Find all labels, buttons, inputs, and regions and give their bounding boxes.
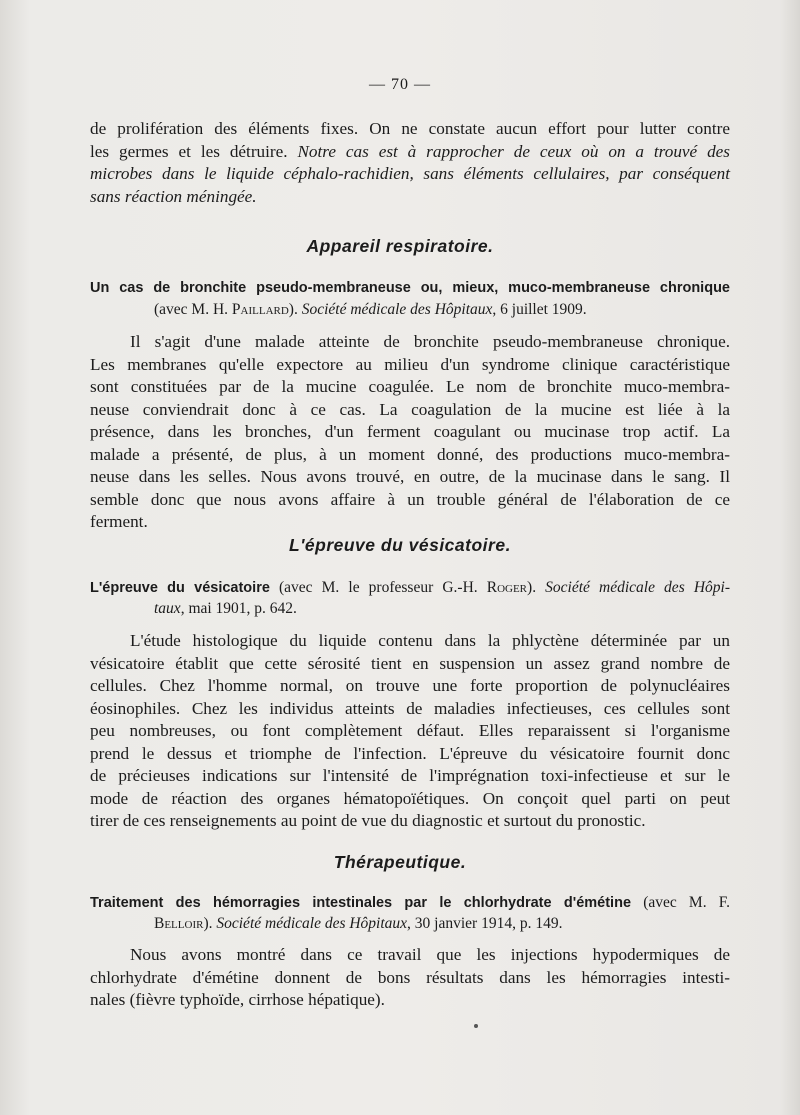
body-line: sont constituées par de la mucine coagulée. Le nom de bronchite muco-membra- [90, 377, 730, 396]
body-line: de précieuses indications sur l'intensité de l'imprégnation toxi-infectieuse et sur le [90, 766, 730, 785]
reference-text: ). [203, 915, 217, 932]
reference-author: Paillard [231, 301, 289, 318]
body-line: ferment. [90, 512, 148, 531]
intro-line-3: microbes dans le liquide céphalo-rachidien, sans éléments cellulaires, par conséquent [90, 164, 730, 183]
reference-line-1 [90, 577, 730, 598]
intro-line-1: de prolifération des éléments fixes. On ne constate aucun effort pour lutter contre [90, 119, 730, 138]
body-paragraph-respiratory [90, 331, 730, 534]
section-heading-vesicatoire: L'épreuve du vésicatoire. [289, 535, 511, 555]
reference-date: , 30 janvier 1914, p. 149. [407, 915, 563, 932]
body-paragraph-therapeutique [90, 944, 730, 1012]
body-line: semble donc que nous avons affaire à un trouble général de l'élaboration de ce [90, 489, 730, 509]
section-heading-respiratory: Appareil respiratoire. [306, 236, 494, 256]
ink-speck [474, 1024, 478, 1028]
intro-line-2-plain: les germes et les détruire. [90, 141, 298, 161]
reference-source: Société médicale des Hôpitaux [301, 301, 493, 318]
reference-text: ). [288, 301, 302, 318]
reference-line-2 [90, 598, 730, 619]
body-line: présence, dans les bronches, d'un ferment coagulant ou mucinase trop actif. La [90, 422, 730, 441]
body-line: L'étude histologique du liquide contenu dans la phlyctène déterminée par un [130, 631, 730, 650]
body-line: vésicatoire établit que cette sérosité tient en suspension un assez grand nombre de [90, 653, 730, 673]
reference-line-1 [90, 892, 730, 913]
reference-text: ). [527, 579, 546, 596]
reference-date: , mai 1901, p. 642. [180, 600, 297, 617]
body-line: neuse conviendrait donc à ce cas. La coagulation de la mucine est liée à la [90, 399, 730, 419]
body-line: Il s'agit d'une malade atteinte de bronchite pseudo-membraneuse chronique. [130, 332, 730, 351]
reference-source: Société médicale des Hôpi- [545, 579, 730, 596]
reference-date: , 6 juillet 1909. [492, 301, 587, 318]
reference-respiratory [90, 278, 730, 320]
page-number: — 70 — [369, 76, 431, 93]
reference-author: Roger [486, 579, 528, 596]
intro-line-2 [90, 141, 730, 164]
section-heading-therapeutique: Thérapeutique. [333, 852, 467, 872]
body-line: Les membranes qu'elle expectore au milieu d'un syndrome clinique caractéristique [90, 354, 730, 374]
body-paragraph-vesicatoire [90, 630, 730, 833]
reference-title: Un cas de bronchite pseudo-membraneuse ou, mieux, muco-membraneuse chronique [90, 280, 730, 296]
body-line: tirer de ces renseignements au point de vue du diagnostic et surtout du pronostic. [90, 811, 646, 830]
reference-text: (avec M. H. [154, 301, 232, 318]
body-line: éosinophiles. Chez les individus atteints de maladies infectieuses, ces cellules sont [90, 698, 730, 718]
reference-text: (avec M. le professeur G.-H. [269, 579, 487, 596]
body-line: malade a présenté, de plus, à un moment donné, des productions muco-membra- [90, 444, 730, 464]
body-line: peu nombreuses, ou font complètement défaut. Elles reparaissent si l'organisme [90, 721, 730, 740]
body-line: prend le dessus et triomphe de l'infection. L'épreuve du vésicatoire fournit donc [90, 743, 730, 763]
body-line: cellules. Chez l'homme normal, on trouve une forte proportion de polynucléaires [90, 676, 730, 695]
reference-title: Traitement des hémorragies intestinales par le chlorhydrate d'émétine [90, 895, 632, 911]
intro-paragraph [90, 118, 730, 208]
body-line: neuse dans les selles. Nous avons trouvé, en outre, de la mucinase dans le sang. Il [90, 467, 730, 486]
body-line: mode de réaction des organes hématopoïétiques. On conçoit quel parti on peut [90, 788, 730, 808]
body-line: nales (fièvre typhoïde, cirrhose hépatique). [90, 990, 385, 1009]
reference-author: Belloir [154, 915, 204, 932]
reference-line-2 [90, 913, 730, 934]
reference-details [90, 299, 730, 320]
intro-line-2-italic: Notre cas est à rapprocher de ceux où on a trouvé des [297, 141, 730, 161]
reference-vesicatoire [90, 577, 730, 619]
reference-therapeutique [90, 892, 730, 934]
reference-text: (avec M. F. [631, 894, 730, 911]
reference-title: L'épreuve du vésicatoire [90, 580, 270, 596]
body-line: chlorhydrate d'émétine donnent de bons résultats dans les hémorragies intesti- [90, 967, 730, 987]
reference-source: taux [154, 600, 181, 617]
reference-source: Société médicale des Hôpitaux [216, 915, 408, 932]
intro-line-4: sans réaction méningée. [90, 186, 257, 206]
body-line: Nous avons montré dans ce travail que les injections hypodermiques de [130, 945, 730, 964]
